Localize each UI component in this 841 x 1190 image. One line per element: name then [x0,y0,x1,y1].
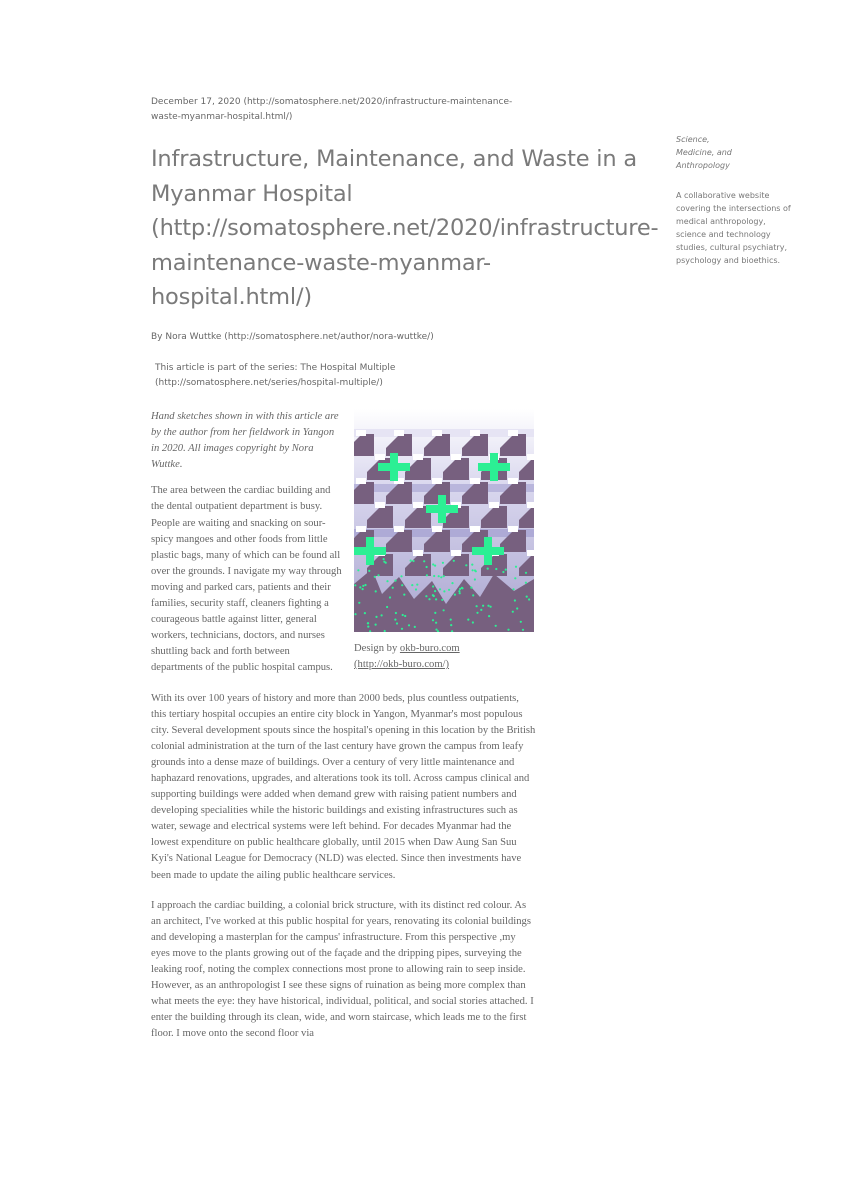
particle [438,575,440,577]
particle [411,584,413,586]
building-highlight [432,526,442,532]
article-paragraph: With its over 100 years of history and more than 2000 beds, plus countless outpatients, this tertiary hospital occupies an entire city block in Yangon, Myanmar's most populous city. Several development spouts since the hospital's opening in this location by the British colonial administration at the turn of the last century have grown the campus from leafy grounds into a dense maze of buildings. Over a century of very little maintenance and haphazard renovations, upgrades, and alterations took its toll. Across campus clinical and supporting buildings were added when demand grew with raising patient numbers and developing specialities while the historic buildings and existing infrastructures such as water, sewage and electrical systems were left behind. For decades Myanmar had the lowest expenditure on public healthcare globally, until 2015 when Daw Aung San Suu Kyi's National League for Democracy (NLD) was elected. Since then investments have been made to update the ailing public healthcare services. [151,692,536,881]
particle [450,624,452,626]
particle [458,590,460,592]
particle [442,562,444,564]
particle [415,588,417,590]
building-highlight [527,502,534,508]
building-highlight [451,454,461,460]
particle [367,622,369,624]
building-highlight [356,526,366,532]
particle [453,560,455,562]
particle [525,582,527,584]
particle [416,584,418,586]
particle [480,609,482,611]
particle [443,609,445,611]
building-highlight [470,478,480,484]
particle [425,595,427,597]
particle [401,584,403,586]
building-highlight [470,526,480,532]
article-title[interactable]: Infrastructure, Maintenance, and Waste in a Myanmar Hospital (http://somatosphere.net/2020/infrastructure-maintenance-waste-myanmar-hospital.html/) [151,146,659,310]
particle [386,580,388,582]
series-note [155,361,555,390]
particle [383,558,385,560]
building-highlight [508,526,518,532]
particle [470,587,472,589]
particle [368,570,370,572]
particle [472,569,474,571]
particle [505,569,507,571]
particle [389,596,391,598]
particle [432,585,434,587]
building-highlight [508,478,518,484]
particle [392,587,394,589]
particle [386,606,388,608]
particle [414,626,416,628]
particle [482,605,484,607]
particle [381,614,383,616]
particle [408,624,410,626]
particle [426,574,428,576]
illustration-graphic [354,409,534,632]
particle [362,588,364,590]
particle [383,561,385,563]
particle [476,612,478,614]
particle [435,598,437,600]
building-highlight [356,430,366,436]
particle [522,629,524,631]
building-highlight [527,454,534,460]
particle [467,619,469,621]
article-caption: Hand sketches shown in with this article are by the author from her fieldwork in Yangon in 2020. All images copyright by Nora Wuttke. [151,411,339,471]
particle [512,611,514,613]
article-paragraph: I approach the cardiac building, a colonial brick structure, with its distinct red colour. As an architect, I've worked at this public hospital for years, renovating its colonial buildings and developing a masterplan for the campus' infrastructure. From this perspective ,my eyes move to the plants growing out of the façade and the dripping pipes, surveying the leaking roof, noting the complex connections most prone to allowing rain to seep inside. However, as an anthropologist I see these signs of ruination as being more complex than what meets the eye: they have historical, individual, political, and social stories attached. I enter the building through its clean, wide, and worn staircase, which leads me to the first floor. I move onto the second floor via [151,899,534,1040]
figure-caption [354,641,534,673]
building-highlight [508,430,518,436]
particle [434,565,436,567]
header-illustration [354,409,534,673]
particle [432,563,434,565]
particle [474,578,476,580]
particle [433,575,435,577]
particle [375,590,377,592]
particle [435,622,437,624]
particle [443,575,445,577]
site-description: A collaborative website covering the intersections of medical anthropology, science and technology studies, cultural psychiatry, psychology and bioethics. [676,191,791,265]
particle [488,615,490,617]
building-highlight [413,454,423,460]
particle [476,605,478,607]
particle [423,560,425,562]
particle [358,602,360,604]
particle [525,572,527,574]
particle [448,589,450,591]
particle [514,577,516,579]
particle [520,621,522,623]
particle [400,575,402,577]
particle [394,580,396,582]
particle [357,569,359,571]
particle [459,592,461,594]
particle [394,619,396,621]
site-name-line-1[interactable]: Science, [676,135,710,144]
particle [516,607,518,609]
particle [364,584,366,586]
particle [362,585,364,587]
building-highlight [489,502,499,508]
article-body [151,409,536,1056]
particle [354,613,356,615]
particle [359,586,361,588]
particle [515,566,517,568]
particle [375,624,377,626]
particle [528,598,530,600]
particle [512,588,514,590]
series-text: This article is part of the series: The Hospital Multiple [155,363,396,373]
particle [454,594,456,596]
particle [443,590,445,592]
particle [428,598,430,600]
figure-credit-url[interactable]: (http://okb-buro.com/) [354,659,450,670]
particle [487,568,489,570]
building-highlight [527,550,534,556]
particle [384,630,386,632]
particle [495,568,497,570]
particle [410,560,412,562]
building-highlight [375,502,385,508]
particle [526,596,528,598]
figure-credit-link[interactable]: okb-buro.com [399,643,460,654]
particle [465,564,467,566]
particle [451,582,453,584]
particle [426,566,428,568]
building-highlight [413,550,423,556]
particle [375,616,377,618]
particle [472,621,474,623]
site-name-line-3[interactable]: Anthropology [676,161,730,170]
particle [367,626,369,628]
building-highlight [394,430,404,436]
site-name-line-2[interactable]: Medicine, and [676,148,732,157]
particle [440,576,442,578]
dateline[interactable]: December 17, 2020 (http://somatosphere.net/2020/infrastructure-maintenance-waste-myanmar-hospital.html/) [151,97,513,122]
building-highlight [413,502,423,508]
particle [368,563,370,565]
building-highlight [394,526,404,532]
article-paragraph: The area between the cardiac building and the dental outpatient department is busy. People are waiting and snacking on sour-spicy mangoes and other foods from little plastic bags, many of which can be found all over the grounds. I navigate my way through moving and parked cars, patients and their families, security staff, cleaners fighting a courageous battle against litter, general workers, technicians, doctors, and nurses shuttling back and forth between departments of the public hospital campus. [151,485,342,674]
particle [403,594,405,596]
particle [402,614,404,616]
building-highlight [451,550,461,556]
byline[interactable]: By Nora Wuttke (http://somatosphere.net/author/nora-wuttke/) [151,332,434,342]
particle [412,560,414,562]
building-highlight [375,454,385,460]
particle [395,612,397,614]
particle [368,559,370,561]
particle [471,564,473,566]
building-highlight [432,430,442,436]
particle [435,629,437,631]
particle [487,605,489,607]
particle [495,625,497,627]
particle [461,587,463,589]
particle [514,599,516,601]
building-highlight [432,478,442,484]
particle [434,590,436,592]
particle [404,615,406,617]
building-highlight [470,430,480,436]
particle [475,570,477,572]
particle [441,599,443,601]
building-highlight [356,478,366,484]
sidebar [676,133,796,267]
particle [401,628,403,630]
particle [396,622,398,624]
particle [450,619,452,621]
particle [439,588,441,590]
particle [490,606,492,608]
particle [354,584,356,586]
particle [377,574,379,576]
particle [502,571,504,573]
particle [472,594,474,596]
series-link[interactable]: (http://somatosphere.net/series/hospital-multiple/) [155,377,383,388]
figure-caption-text: Design by [354,643,398,654]
particle [432,619,434,621]
particle [434,612,436,614]
particle [374,576,376,578]
particle [364,612,366,614]
particle [507,629,509,631]
particle [432,594,434,596]
